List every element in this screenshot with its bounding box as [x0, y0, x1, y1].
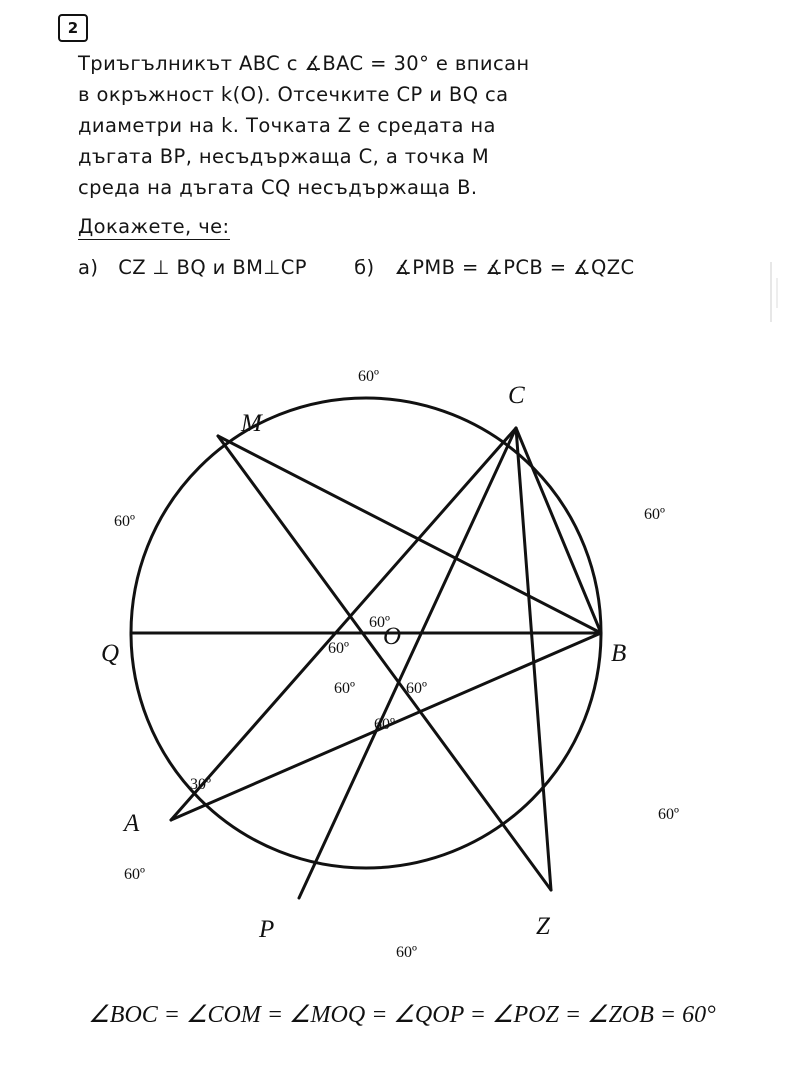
arc-label-upper-right: 60º	[644, 506, 665, 523]
statement-line-2: в окръжност k(O). Отсечките CP и BQ са	[78, 83, 509, 106]
segment-MZ	[218, 436, 551, 890]
angle-label-1: 60º	[369, 614, 390, 631]
conclusion-equation: ∠BOC = ∠COM = ∠MOQ = ∠QOP = ∠POZ = ∠ZOB = 60°	[88, 1002, 716, 1028]
problem-number-badge	[58, 14, 88, 42]
statement-line-1: Триъгълникът ABC с ∡BAC = 30° е вписан	[78, 52, 530, 75]
point-label-O: O	[383, 623, 402, 650]
statement-line-4: дъгата BP, несъдържаща C, а точка M	[78, 145, 490, 168]
task-a-text: CZ ⊥ BQ и BM⊥CP	[118, 256, 307, 279]
prove-label: Докажете, че:	[78, 215, 230, 238]
segment-MB	[218, 436, 601, 633]
scan-speckle	[770, 262, 772, 322]
arc-label-lower-left: 60º	[124, 866, 145, 883]
angle-label-5: 60º	[374, 716, 395, 733]
figure-svg	[96, 368, 736, 968]
arc-label-bottom: 60º	[396, 944, 417, 961]
point-label-A: A	[124, 810, 140, 837]
point-label-M: M	[241, 410, 262, 437]
angle-label-2: 60º	[328, 640, 349, 657]
segment-CP	[299, 428, 516, 898]
geometry-figure	[96, 368, 736, 968]
angle-label-4: 60º	[406, 680, 427, 697]
angle-label-inscribed: 30º	[190, 776, 211, 793]
scan-speckle	[776, 278, 778, 308]
task-b-marker: б)	[354, 256, 375, 279]
statement-line-3: диаметри на k. Точката Z е средата на	[78, 114, 496, 137]
point-label-C: C	[508, 382, 525, 409]
problem-statement	[78, 48, 778, 283]
point-label-Z: Z	[536, 913, 550, 940]
statement-line-5: среда на дъгата CQ несъдържаща B.	[78, 176, 478, 199]
arc-label-upper-left: 60º	[114, 513, 135, 530]
angle-label-3: 60º	[334, 680, 355, 697]
segment-CA	[171, 428, 516, 820]
arc-label-lower-right: 60º	[658, 806, 679, 823]
problem-number: 2	[67, 19, 79, 37]
point-label-B: B	[611, 640, 627, 667]
task-a-marker: а)	[78, 256, 99, 279]
tasks-row	[78, 252, 778, 283]
point-label-Q: Q	[101, 640, 120, 667]
point-label-P: P	[259, 916, 275, 943]
task-b-text: ∡PMB = ∡PCB = ∡QZC	[394, 256, 635, 279]
arc-label-top: 60º	[358, 368, 379, 385]
